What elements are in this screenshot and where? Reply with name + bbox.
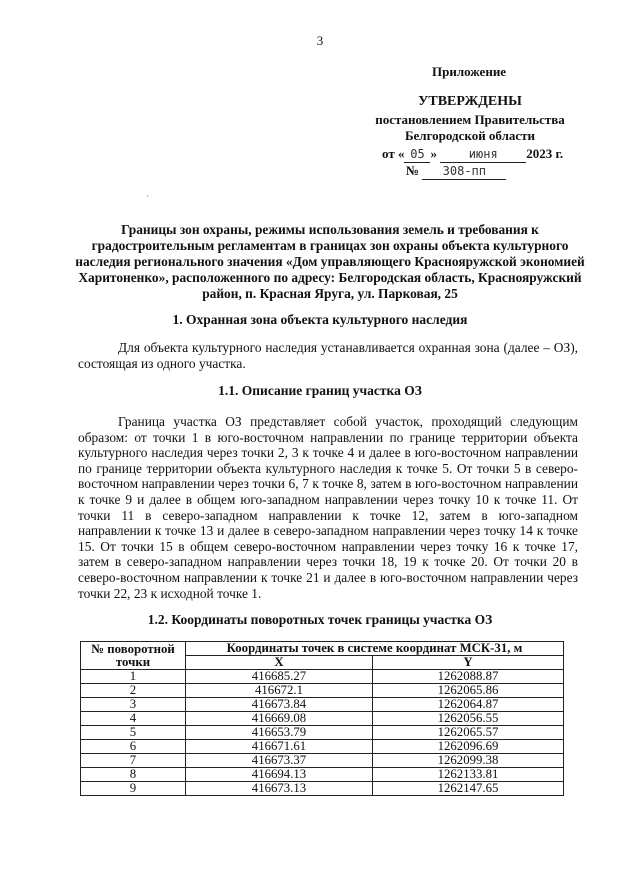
x-cell: 416673.13 [186,782,373,796]
y-cell: 1262147.65 [373,782,564,796]
table-row [81,698,564,712]
date-mid: » [430,146,437,161]
appendix-label: Приложение [432,64,507,79]
table-row [81,684,564,698]
y-cell: 1262133.81 [373,768,564,782]
table-row [81,782,564,796]
x-cell: 416672.1 [186,684,373,698]
section-1-heading: 1. Охранная зона объекта культурного наследия [172,312,468,327]
point-number-cell: 8 [81,768,186,782]
x-cell: 416673.84 [186,698,373,712]
scan-mark: ` [146,195,150,206]
x-cell: 416694.13 [186,768,373,782]
point-number-cell: 3 [81,698,186,712]
header-x: X [186,656,373,670]
x-cell: 416673.37 [186,754,373,768]
page-number: 3 [316,33,324,48]
y-cell: 1262099.38 [373,754,564,768]
coordinates-table [80,641,564,796]
point-number-cell: 5 [81,726,186,740]
date-prefix: от « [382,146,405,161]
point-number-cell: 1 [81,670,186,684]
section-1-1-heading: 1.1. Описание границ участка ОЗ [218,383,422,398]
y-cell: 1262065.86 [373,684,564,698]
table-row [81,768,564,782]
approved-label: УТВЕРЖДЕНЫ [418,94,522,109]
y-cell: 1262056.55 [373,712,564,726]
point-number-cell: 4 [81,712,186,726]
x-cell: 416671.61 [186,740,373,754]
approval-line-1: постановлением Правительства [375,112,565,127]
point-number-cell: 9 [81,782,186,796]
document-title: Границы зон охраны, режимы использования земель и требования к градостроительным регламентам в границах зон охраны объекта культурного наследия регионального значения «Дом управляющего Краснояружской экономией Харитоненко», расположенного по адресу: Белгородская область, Краснояружский район, п. Красная Яруга, ул. Парковая, 25 [75,222,585,301]
section-1-1-text: Граница участка ОЗ представляет собой участок, проходящий следующим образом: от точки 1 в юго-восточном направлении по границе территории объекта культурного наследия через точки 2, 3 к точке 4 и далее в юго-восточном направлении по границе территории объекта культурного наследия к точке 5. От точки 5 в северо-восточном направлении через точки 6, 7 к точке 8, затем в юго-восточном направлении к точке 9 и далее в общем юго-западном направлении через точку 10 к точке 11. От точки 11 в северо-западном направлении к точке 12, затем в юго-западном направлении к точке 13 и далее в северо-западном направлении через точку 14 к точке 15. От точки 15 в общем северо-восточном направлении через точку 16 к точке 17, затем в северо-западном направлении через точки 18, 19 к точке 20. От точки 20 в северо-восточном направлении к точке 21 и далее в юго-восточном направлении через точки 22, 23 к исходной точке 1. [78,414,578,601]
table-row [81,712,564,726]
coordinates-rows [81,670,564,796]
section-1-2-heading: 1.2. Координаты поворотных точек границы участка ОЗ [147,612,493,627]
y-cell: 1262064.87 [373,698,564,712]
header-coords: Координаты точек в системе координат МСК-31, м [186,642,564,656]
y-cell: 1262088.87 [373,670,564,684]
date-day: 05 [404,146,430,163]
table-row [81,740,564,754]
header-point: № поворотной точки [81,642,186,670]
header-y: Y [373,656,564,670]
x-cell: 416685.27 [186,670,373,684]
x-cell: 416653.79 [186,726,373,740]
point-number-cell: 7 [81,754,186,768]
y-cell: 1262065.57 [373,726,564,740]
approval-number [406,163,506,180]
section-1-text: Для объекта культурного наследия устанавливается охранная зона (далее – ОЗ), состоящая из одного участка. [78,340,578,371]
approval-line-2: Белгородской области [404,128,536,143]
date-month: июня [440,146,526,163]
table-row [81,754,564,768]
table-row [81,670,564,684]
x-cell: 416669.08 [186,712,373,726]
y-cell: 1262096.69 [373,740,564,754]
point-number-cell: 2 [81,684,186,698]
number-value: 308-пп [422,163,506,180]
point-number-cell: 6 [81,740,186,754]
table-row [81,726,564,740]
number-prefix: № [406,163,420,178]
approval-date [382,146,563,163]
date-year: 2023 г. [526,146,564,161]
